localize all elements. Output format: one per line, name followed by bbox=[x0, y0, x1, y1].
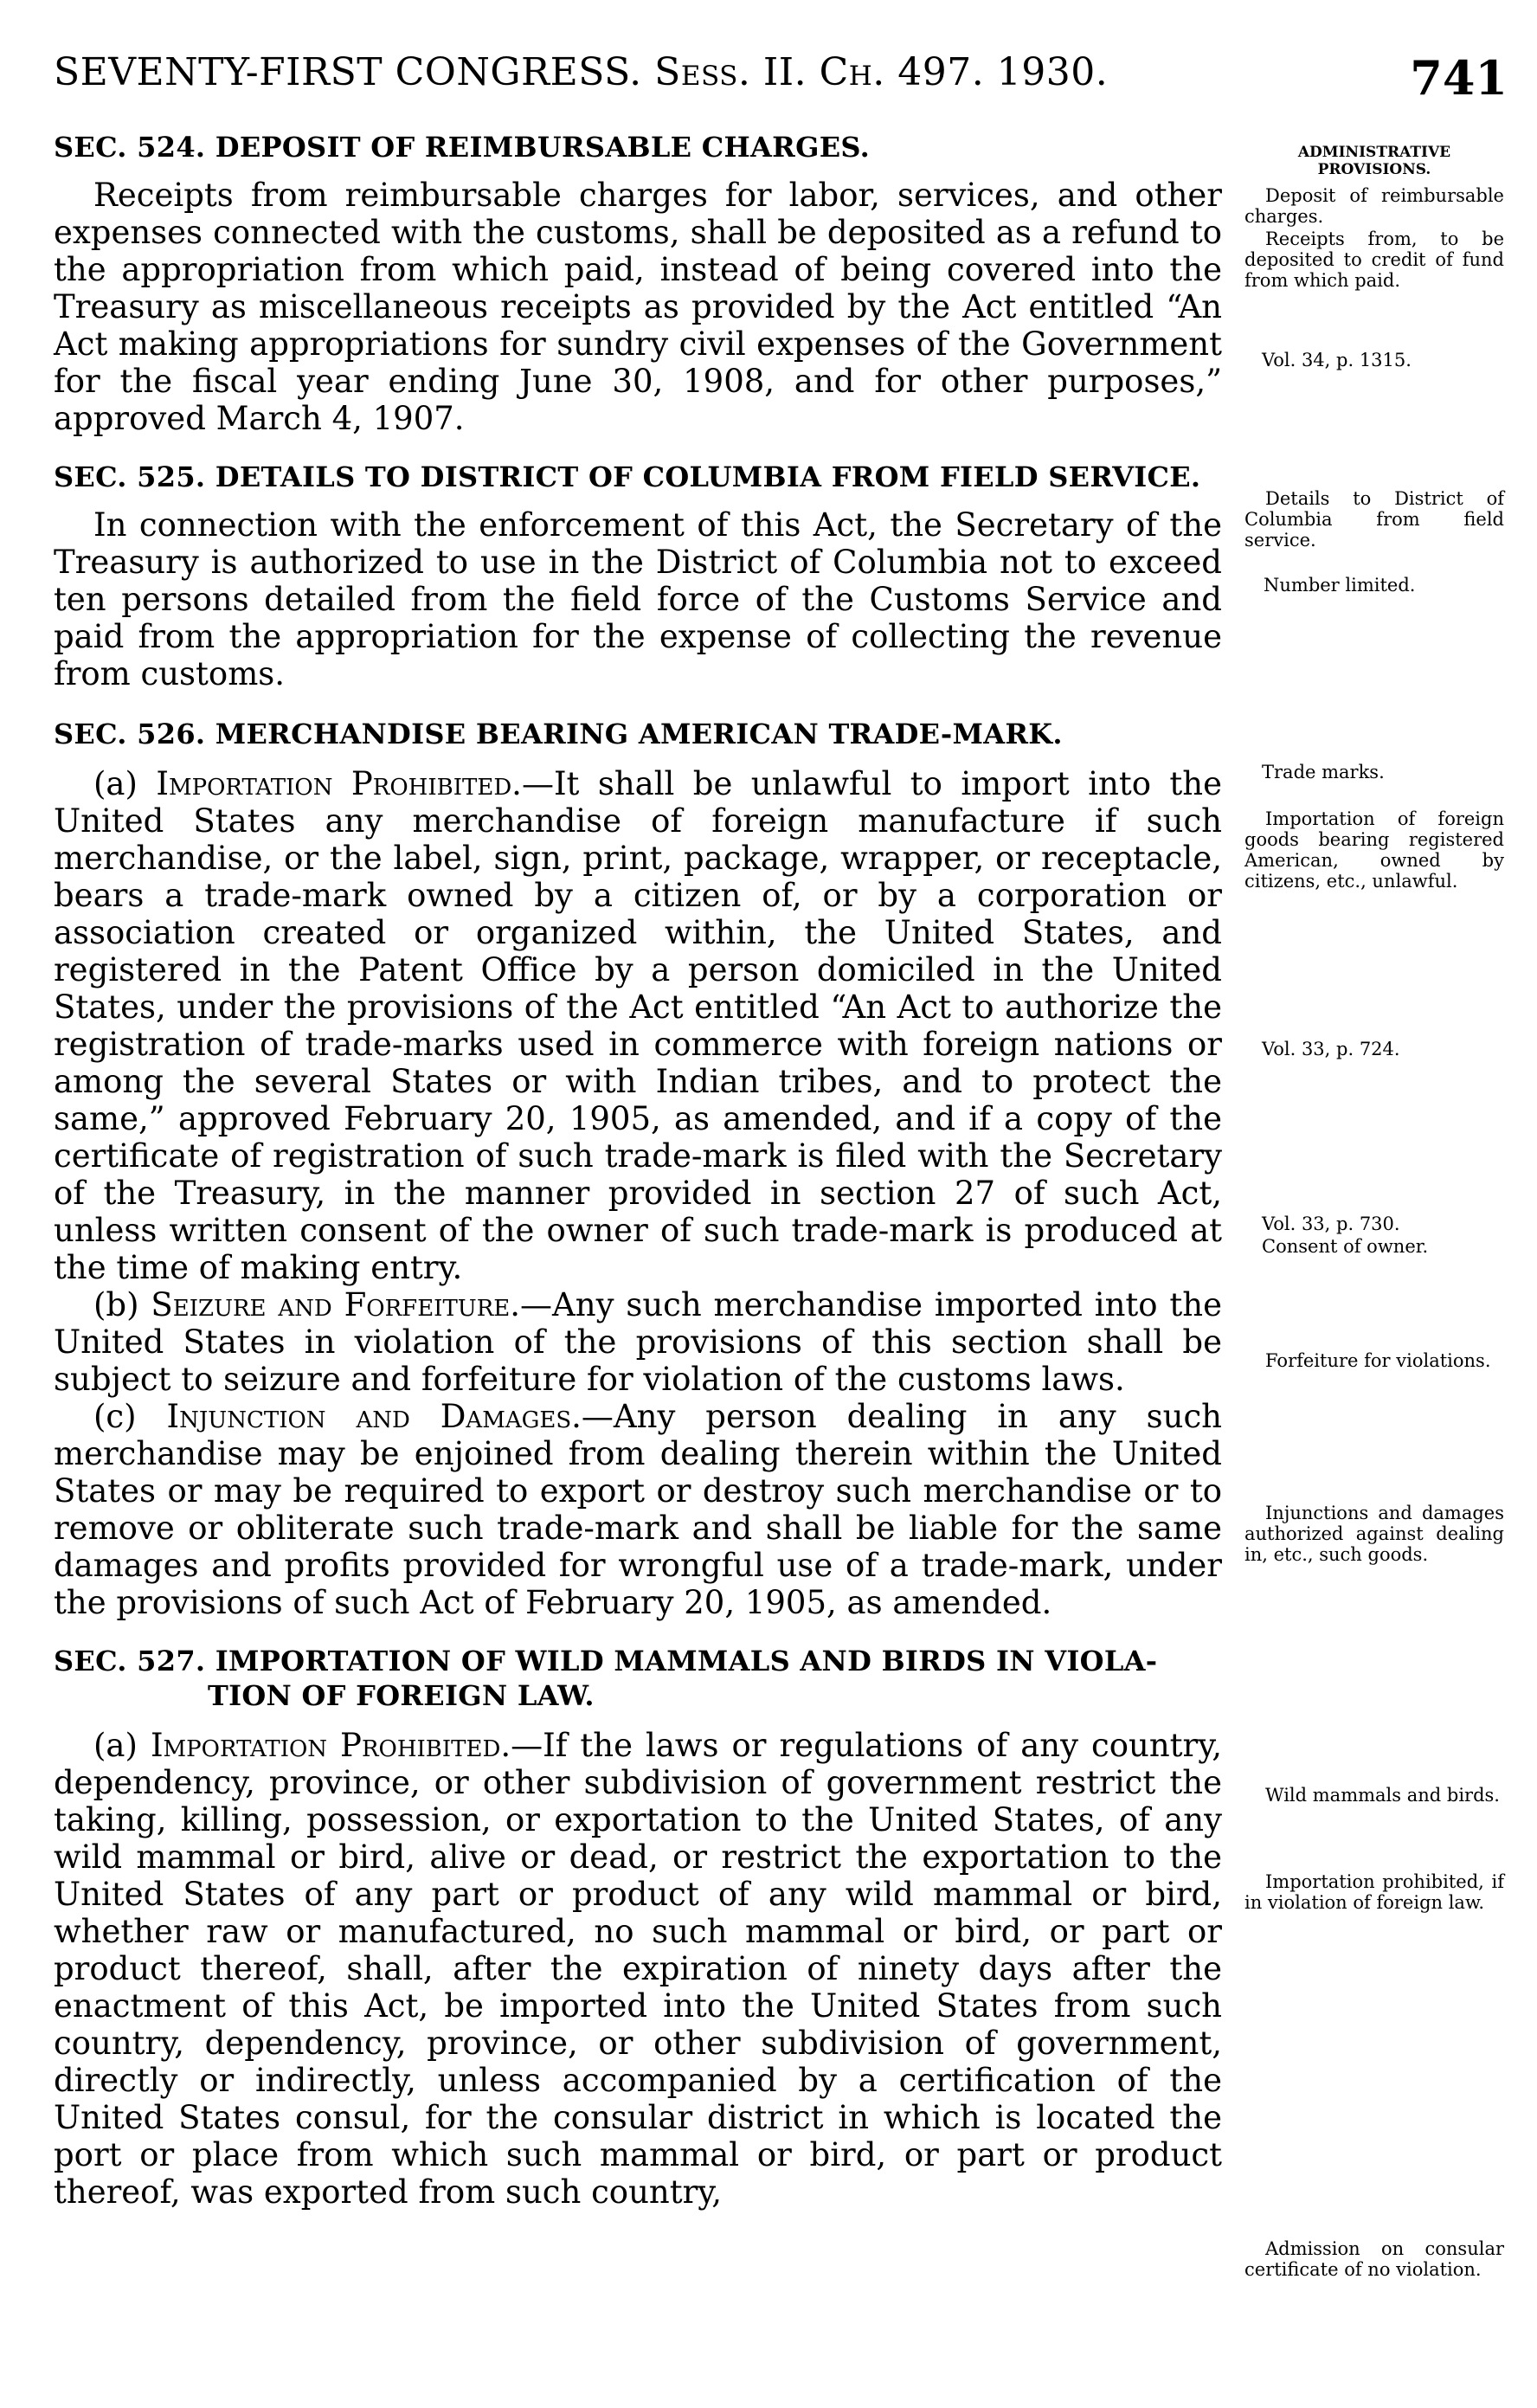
section-524 bbox=[54, 130, 1222, 437]
section-paragraph: Receipts from reimbursable charges for labor, services, and other expenses connected with the customs, shall be deposited as a refund to the appropriation from which paid, instead of being covered into the Treasury as miscellaneous receipts as provided by the Act entitled “An Act making appropriations for sundry civil expenses of the Government for the fiscal year ending June 30, 1908, and for other purposes,” approved March 4, 1907. bbox=[54, 177, 1222, 437]
section-heading-line2: TION OF FOREIGN LAW. bbox=[208, 1679, 595, 1712]
margin-note-prohibited: Importation prohibited, if in violation of foreign law. bbox=[1244, 1871, 1504, 1913]
subsection-c bbox=[54, 1398, 1222, 1621]
section-paragraph: In connection with the enforcement of this Act, the Secretary of the Treasury is authorized to use in the District of Columbia not to exceed ten persons detailed from the field force of the Customs Service and paid from the appropriation for the expense of collecting the revenue from customs. bbox=[54, 506, 1222, 692]
subsection-caption: Seizure and Forfeiture. bbox=[151, 1286, 521, 1323]
margin-note-number: Number limited. bbox=[1264, 575, 1416, 596]
margin-note-importation: Importation of foreign goods bearing registered American, owned by citizens, etc., unlawful. bbox=[1244, 808, 1504, 892]
subsection-text: —If the laws or regulations of any country, dependency, province, or other subdivision of government restrict the taking, killing, possession, or exportation to the United States, of any wild mammal or bird, alive or dead, or restrict the exportation to the United States of any part or product of any wild mammal or bird, whether raw or manufactured, no such mammal or bird, or part or product thereof, shall, after the expiration of ninety days after the enactment of this Act, be imported into the United States from such country, dependency, province, or other subdivision of government, directly or indirectly, unless accompanied by a certification of the United States consul, for the consular district in which is located the port or place from which such mammal or bird, or part or product thereof, was exported from such country, bbox=[54, 1727, 1222, 2211]
subsection-caption: Importation Prohibited. bbox=[156, 765, 522, 802]
page-number: 741 bbox=[1410, 50, 1508, 106]
subsection-a bbox=[54, 765, 1222, 1286]
margin-note-vol34: Vol. 34, p. 1315. bbox=[1262, 350, 1412, 370]
subsection-a bbox=[54, 1727, 1222, 2211]
year-label: 1930. bbox=[996, 50, 1109, 94]
subsection-label: (c) bbox=[93, 1398, 137, 1435]
margin-note-receipts: Receipts from, to be deposited to credit of fund from which paid. bbox=[1244, 229, 1504, 291]
margin-note-injunctions: Injunctions and damages authorized against dealing in, etc., such goods. bbox=[1244, 1503, 1504, 1565]
margin-note-deposit: Deposit of reimbursable charges. bbox=[1244, 185, 1504, 227]
running-head bbox=[54, 50, 1508, 111]
running-head-text bbox=[54, 50, 1108, 94]
section-heading: SEC. 525. DETAILS TO DISTRICT OF COLUMBIA FROM FIELD SERVICE. bbox=[54, 460, 1201, 493]
margin-note-forfeiture: Forfeiture for violations. bbox=[1265, 1350, 1491, 1371]
chapter-label: Ch. 497. bbox=[819, 50, 985, 94]
margin-note-administrative: ADMINISTRATIVE PROVISIONS. bbox=[1297, 144, 1451, 178]
section-heading: SEC. 526. MERCHANDISE BEARING AMERICAN TRADE-MARK. bbox=[54, 718, 1063, 750]
section-heading-line1: SEC. 527. IMPORTATION OF WILD MAMMALS AND BIRDS IN VIOLA- bbox=[54, 1645, 1158, 1677]
subsection-text: —Any such merchandise imported into the United States in violation of the provisions of this section shall be subject to seizure and forfeiture for violation of the customs laws. bbox=[54, 1286, 1222, 1398]
subsection-caption: Importation Prohibited. bbox=[150, 1727, 511, 1764]
margin-note-trademarks: Trade marks. bbox=[1262, 762, 1385, 782]
section-525 bbox=[54, 460, 1222, 692]
subsection-label: (a) bbox=[93, 765, 138, 802]
margin-note-details: Details to District of Columbia from field service. bbox=[1244, 488, 1504, 550]
subsection-text: —Any person dealing in any such merchandise may be enjoined from dealing therein within the United States or may be required to export or destroy such merchandise or to remove or obliterate such trade-mark and shall be liable for the same damages and profits provided for wrongful use of a trade-mark, under the provisions of such Act of February 20, 1905, as amended. bbox=[54, 1398, 1222, 1621]
subsection-label: (b) bbox=[93, 1286, 139, 1323]
session-label: Sess. II. bbox=[654, 50, 807, 94]
margin-note-wild: Wild mammals and birds. bbox=[1265, 1785, 1500, 1806]
section-527 bbox=[54, 1644, 1222, 2211]
margin-note-admission: Admission on consular certificate of no violation. bbox=[1244, 2238, 1504, 2280]
main-column bbox=[54, 130, 1222, 2211]
congress-label: SEVENTY-FIRST CONGRESS. bbox=[54, 50, 642, 94]
section-heading bbox=[54, 1644, 1222, 1713]
subsection-caption: Injunction and Damages. bbox=[166, 1398, 582, 1435]
section-526 bbox=[54, 717, 1222, 1621]
margin-note-consent: Consent of owner. bbox=[1262, 1236, 1429, 1257]
margin-note-vol33-730: Vol. 33, p. 730. bbox=[1262, 1214, 1400, 1234]
subsection-b bbox=[54, 1286, 1222, 1398]
subsection-label: (a) bbox=[93, 1727, 138, 1764]
section-heading: SEC. 524. DEPOSIT OF REIMBURSABLE CHARGES. bbox=[54, 131, 871, 164]
subsection-text: —It shall be unlawful to import into the United States any merchandise of foreign manufacture if such merchandise, or the label, sign, print, package, wrapper, or receptacle, bears a trade-mark owned by a citizen of, or by a corporation or association created or organized within, the United States, and registered in the Patent Office by a person domiciled in the United States, under the provisions of the Act entitled “An Act to authorize the registration of trade-marks used in commerce with foreign nations or among the several States or with Indian tribes, and to protect the same,” approved February 20, 1905, as amended, and if a copy of the certificate of registration of such trade-mark is filed with the Secretary of the Treasury, in the manner provided in section 27 of such Act, unless written consent of the owner of such trade-mark is produced at the time of making entry. bbox=[54, 765, 1223, 1286]
margin-note-vol33-724: Vol. 33, p. 724. bbox=[1262, 1039, 1400, 1059]
